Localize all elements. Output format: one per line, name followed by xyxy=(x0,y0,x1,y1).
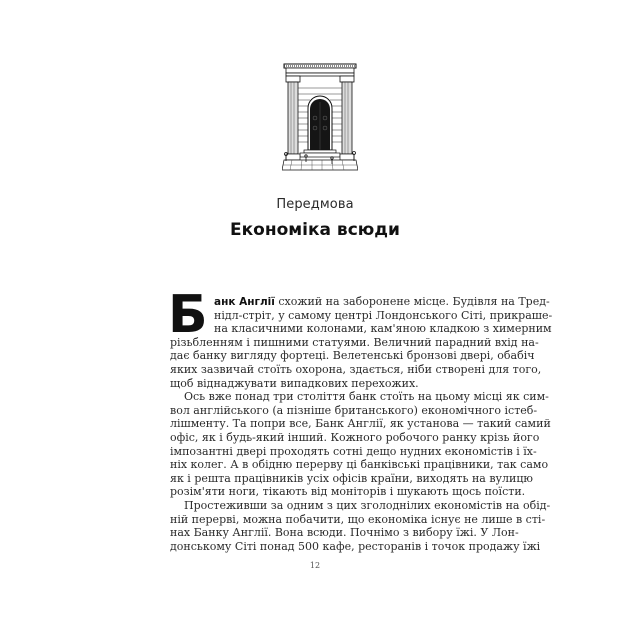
chapter-label: Передмова xyxy=(276,197,354,212)
page-number: 12 xyxy=(309,561,321,570)
text-line: нах Банку Англії. Вона всюди. Почнімо з вибору їжі. У Лон- xyxy=(170,526,519,540)
text-line: ніх колег. А в обідню перерву ці банківські працівники, так само xyxy=(170,458,549,472)
text-line: Ось вже понад три століття банк стоїть на цьому місці як сим- xyxy=(184,390,549,404)
bank-doorway-illustration xyxy=(282,62,358,178)
text-line: лішменту. Та попри все, Банк Англії, як установа — такий самий xyxy=(170,417,551,431)
text-line: яких зазвичай стоїть охорона, здається, ніби створені для того, xyxy=(170,362,542,376)
text-line: ній перерві, можна побачити, що економіка існує не лише в сті- xyxy=(170,512,546,526)
text-line: донському Сіті понад 500 кафе, ресторанів і точок продажу їжі xyxy=(170,539,541,553)
doorway-drawing-icon xyxy=(282,62,358,178)
text-line: вол англійського (а пізніше британського) економічного істеб- xyxy=(170,403,538,417)
text-line: як і решта працівників усіх офісів країни, виходять на вулицю xyxy=(170,471,533,485)
chapter-title: Економіка всюди xyxy=(230,220,400,240)
text-line: анк Англії схожий на заборонене місце. Будівля на Тред- xyxy=(214,295,550,308)
lead-in: анк Англії xyxy=(214,296,275,308)
drop-cap: Б xyxy=(168,285,208,345)
text-line: розім'яти ноги, тікають від моніторів і шукають щось поїсти. xyxy=(170,485,526,499)
text-line: Простеживши за одним з цих зголоднілих економістів на обід- xyxy=(184,498,551,512)
text-line: дає банку вигляду фортеці. Велетенські бронзові двері, обабіч xyxy=(170,349,535,363)
text-line: щоб віднаджувати випадкових перехожих. xyxy=(170,376,419,390)
text-line: імпозантні двері проходять сотні дещо нудних економістів і їх- xyxy=(170,444,537,458)
body-text xyxy=(168,285,553,553)
text-line: різьбленням і пишними статуями. Величний парадний вхід на- xyxy=(170,335,539,349)
text-line: нідл-стріт, у самому центрі Лондонського Сіті, прикраше- xyxy=(214,308,553,322)
text-line: офіс, як і будь-який інший. Кожного робочого ранку крізь його xyxy=(170,430,540,444)
text-line: на класичними колонами, кам'яною кладкою з химерним xyxy=(214,322,552,336)
